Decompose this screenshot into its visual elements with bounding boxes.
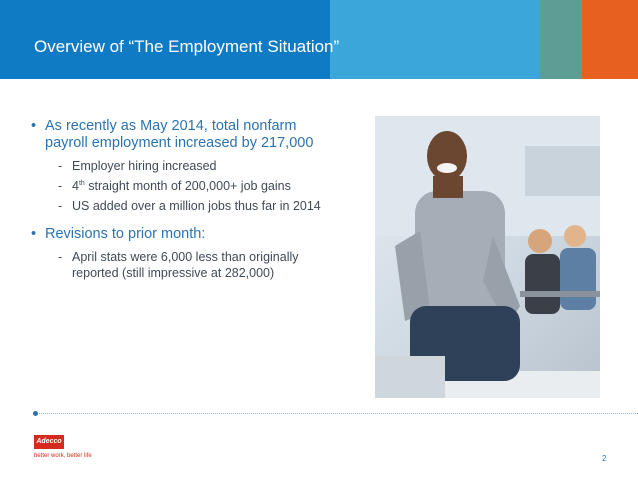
bullet-2 bbox=[30, 226, 330, 243]
ordinal-suffix: th bbox=[78, 179, 85, 187]
dash-marker: - bbox=[58, 179, 63, 193]
sub-bullet-number: 4 bbox=[72, 179, 79, 193]
dash-marker: - bbox=[58, 199, 63, 213]
slide-title: Overview of “The Employment Situation” bbox=[34, 37, 340, 56]
person-photo bbox=[375, 116, 600, 398]
page-number: 2 bbox=[602, 454, 607, 463]
logo-tagline: better work, better life bbox=[34, 453, 92, 459]
bullet-1 bbox=[30, 118, 330, 152]
dash-marker: - bbox=[58, 250, 63, 264]
logo-mark: Adecco bbox=[34, 435, 64, 449]
divider-dot bbox=[33, 411, 38, 416]
sub-bullet-text: Employer hiring increased bbox=[72, 159, 217, 173]
bullet-text: As recently as May 2014, total nonfarm payroll employment increased by 217,000 bbox=[45, 118, 314, 151]
bullet-marker: • bbox=[31, 118, 37, 134]
header-accent-light bbox=[330, 0, 540, 79]
adecco-logo bbox=[34, 435, 104, 465]
bullet-text: Revisions to prior month: bbox=[45, 226, 206, 242]
bullet-marker: • bbox=[31, 226, 37, 242]
sub-bullet-text: US added over a million jobs thus far in 2014 bbox=[72, 199, 321, 213]
footer-divider bbox=[36, 413, 638, 414]
sub-bullet bbox=[30, 178, 330, 194]
sub-bullet bbox=[30, 198, 330, 214]
header-accent-orange bbox=[582, 0, 638, 79]
sub-bullet-text: April stats were 6,000 less than originally reported (still impressive at 282,000) bbox=[72, 250, 299, 280]
photo-illustration bbox=[375, 116, 600, 398]
header-accent-teal bbox=[540, 0, 582, 79]
sub-bullet-text: straight month of 200,000+ job gains bbox=[84, 179, 291, 193]
sub-bullet bbox=[30, 158, 330, 174]
bullet-list bbox=[30, 118, 330, 285]
sub-bullet bbox=[30, 249, 330, 281]
dash-marker: - bbox=[58, 159, 63, 173]
